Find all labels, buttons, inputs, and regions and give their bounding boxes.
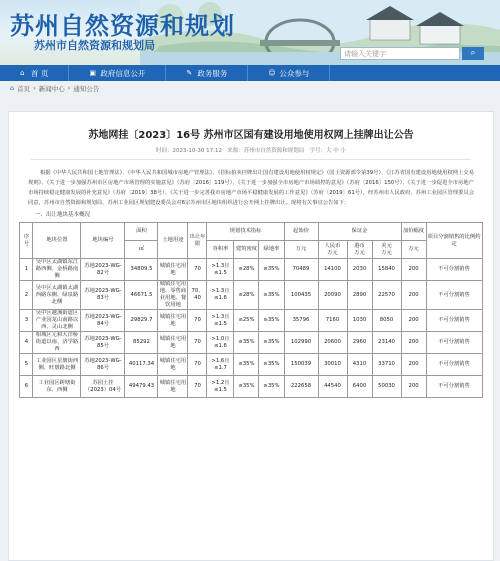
font-size-control[interactable]: 字号：大 中 小: [309, 148, 347, 154]
cell-hkd: 4310: [347, 354, 372, 376]
cell-split: 不可分割销售: [426, 310, 482, 332]
breadcrumb: [0, 81, 500, 95]
header-area: 面积: [125, 223, 158, 241]
cell-location: 工业园区跨塘街东、西侧: [33, 376, 81, 398]
header-area-unit: ㎡: [125, 241, 158, 259]
header-dep-unit: 万元: [354, 249, 365, 256]
cell-density: ≤28%: [234, 281, 259, 310]
header-inc-unit: 万元: [401, 241, 426, 259]
cell-hkd: 1030: [347, 310, 372, 332]
header-plan: 规划技术指标: [207, 223, 284, 241]
nav-gov-info[interactable]: [69, 65, 166, 81]
cell-use: 城镇住宅用地: [158, 259, 188, 281]
header-start-unit: 万元: [284, 241, 318, 259]
cell-location: 相城区元和大洋桥街道以南、济学路西: [33, 332, 81, 354]
header-dep-hkd: [347, 241, 372, 259]
header-split: 项目分割销售的比例约定: [426, 223, 482, 259]
cell-price: 150039: [284, 354, 318, 376]
cell-use: 城镇住宅用地: [158, 332, 188, 354]
divider: [31, 159, 471, 160]
cell-area: 85292: [125, 332, 158, 354]
header-dep-unit: 万元: [381, 249, 392, 256]
table-row: [20, 281, 482, 310]
cell-inc: 200: [401, 310, 426, 332]
cell-green: ≥35%: [259, 332, 284, 354]
header-dep-rmb-label: 人民币: [324, 242, 341, 249]
table-row: [20, 259, 482, 281]
table-row: [20, 310, 482, 332]
cell-density: ≤28%: [234, 259, 259, 281]
cell-usd: 8050: [372, 310, 401, 332]
home-icon: ⌂: [20, 68, 25, 77]
cell-price: 70489: [284, 259, 318, 281]
cell-split: 不可分割销售: [426, 354, 482, 376]
service-icon: ✎: [186, 68, 193, 77]
cell-area: 34809.5: [125, 259, 158, 281]
cell-ratio: >1.6且≤1.7: [207, 354, 234, 376]
cell-years: 70: [188, 310, 207, 332]
cell-usd: 50030: [372, 376, 401, 398]
header-dep-hkd-label: 港币: [354, 242, 365, 249]
cell-price: 100435: [284, 281, 318, 310]
cell-use: 城镇住宅用地: [158, 310, 188, 332]
cell-seq: 4: [20, 332, 33, 354]
cell-density: ≤25%: [234, 310, 259, 332]
cell-ratio: >1.0且≤1.6: [207, 332, 234, 354]
article-body: 根据《中华人民共和国土地管理法》、《中华人民共和国城市房地产管理法》、《招标拍卖挂牌出让国有建设用地使用权规定》（国土资源部令第39号）、《江苏省国有建设用地使用权网上交易规则》、《关于进一步加强苏州市区房地产市场管理的实施意见》（苏府〔2016〕119号）、《关于进一步加强全市房地产市场调控的意见》（苏府〔2016〕150号）、《关于进一步促进全市房地产市场持续稳定健康发展的补充意见》（苏府〔2019〕38号）、《关于进一步完善我市房地产市场平稳健康发展的工作意见》（苏府〔2019〕61号），经苏州市人民政府、苏州工业园区管理委员会同意，苏州市自然资源和规划局、苏州工业园区规划建设委员会对6宗苏州市区地块组织进行公开网上挂牌出让。现将有关事宜公告如下：: [28, 170, 474, 206]
cell-usd: 22570: [372, 281, 401, 310]
cell-parcel-no: 苏地2023-WG-85号: [81, 332, 125, 354]
article-date: 时间：2023-10-30 17:12: [155, 148, 223, 154]
breadcrumb-home[interactable]: 首页: [17, 84, 31, 93]
cell-hkd: 6400: [347, 376, 372, 398]
article-title: 苏地网挂〔2023〕16号 苏州市区国有建设用地使用权网上挂牌出让公告: [88, 130, 414, 141]
cell-split: 不可分割销售: [426, 332, 482, 354]
cell-area: 49479.43: [125, 376, 158, 398]
article-panel: [8, 111, 494, 561]
header-dep-rmb: [318, 241, 347, 259]
cell-area: 29829.7: [125, 310, 158, 332]
cell-seq: 3: [20, 310, 33, 332]
cell-years: 70: [188, 259, 207, 281]
cell-inc: 200: [401, 332, 426, 354]
cell-inc: 200: [401, 354, 426, 376]
cell-seq: 5: [20, 354, 33, 376]
cell-rmb: 30010: [318, 354, 347, 376]
cell-hkd: 2960: [347, 332, 372, 354]
cell-years: 70: [188, 354, 207, 376]
table-row: [20, 332, 482, 354]
cell-parcel-no: 苏地2023-WG-86号: [81, 354, 125, 376]
cell-green: ≥35%: [259, 354, 284, 376]
cell-price: 102990: [284, 332, 318, 354]
cell-green: ≥35%: [259, 259, 284, 281]
main-nav: [0, 65, 500, 81]
header-green: 绿地率: [259, 241, 284, 259]
cell-usd: 33710: [372, 354, 401, 376]
cell-area: 40117.34: [125, 354, 158, 376]
cell-ratio: >1.3且≤1.5: [207, 259, 234, 281]
cell-rmb: 44540: [318, 376, 347, 398]
cell-seq: 1: [20, 259, 33, 281]
header-location: 地块位置: [33, 223, 81, 259]
cell-inc: 200: [401, 376, 426, 398]
home-icon: ⌂: [10, 84, 15, 92]
cell-seq: 2: [20, 281, 33, 310]
breadcrumb-separator: ›: [67, 84, 71, 92]
cell-green: ≥35%: [259, 281, 284, 310]
cell-ratio: >1.3且≤1.5: [207, 310, 234, 332]
cell-green: ≥35%: [259, 376, 284, 398]
cell-density: ≤35%: [234, 354, 259, 376]
breadcrumb-notices[interactable]: 通知公告: [73, 84, 100, 93]
nav-services[interactable]: [166, 65, 248, 81]
search-button[interactable]: [462, 47, 484, 60]
cell-area: 46671.5: [125, 281, 158, 310]
nav-public-label: 公众参与: [279, 68, 310, 78]
cell-green: ≥35%: [259, 310, 284, 332]
cell-parcel-no: 苏地2023-WG-82号: [81, 259, 125, 281]
header-ratio: 容积率: [207, 241, 234, 259]
cell-parcel-no: 苏地2023-WG-84号: [81, 310, 125, 332]
table-row: [20, 354, 482, 376]
nav-services-label: 政务服务: [197, 68, 228, 78]
cell-split: 不可分割销售: [426, 281, 482, 310]
cell-use: 城镇住宅用地: [158, 354, 188, 376]
cell-location: 工业园区星塘街西侧、旺墩路北侧: [33, 354, 81, 376]
cell-usd: 15840: [372, 259, 401, 281]
cell-usd: 23140: [372, 332, 401, 354]
cell-location: 吴中区越溪街道区产业园龙山南路以西、灵山北侧: [33, 310, 81, 332]
cell-ratio: >1.2且≤1.5: [207, 376, 234, 398]
header-deposit: 保证金: [318, 223, 401, 241]
cell-parcel-no: 苏园土挂（2023）04号: [81, 376, 125, 398]
header-seq: 序号: [20, 223, 33, 259]
land-parcel-table: [19, 222, 482, 398]
site-subtitle: 苏州市自然资源和规划局: [34, 39, 155, 52]
cell-location: 吴中区太湖镇东江路西侧、金桥路南侧: [33, 259, 81, 281]
cell-parcel-no: 苏地2023-WG-83号: [81, 281, 125, 310]
nav-gov-info-label: 政府信息公开: [100, 68, 146, 78]
header-dep-usd-label: 美元: [381, 242, 392, 249]
table-row: [20, 376, 482, 398]
cell-density: ≤35%: [234, 376, 259, 398]
header-start-price: 起始价: [284, 223, 318, 241]
cell-rmb: 14100: [318, 259, 347, 281]
cell-rmb: 20090: [318, 281, 347, 310]
header-parcel-no: 地块编号: [81, 223, 125, 259]
people-icon: ☺: [268, 68, 276, 77]
cell-rmb: 20600: [318, 332, 347, 354]
cell-price: 222658: [284, 376, 318, 398]
nav-public[interactable]: [248, 65, 330, 81]
cell-inc: 200: [401, 281, 426, 310]
header-use: 土地用途: [158, 223, 188, 259]
search-input[interactable]: 请输入关键字: [340, 47, 460, 60]
cell-hkd: 2030: [347, 259, 372, 281]
header-increment: 加价幅度: [401, 223, 426, 241]
cell-use: 城镇住宅用地、零售商业用地、餐饮用地: [159, 281, 187, 308]
header-density: 建筑密度: [234, 241, 259, 259]
building-icon: ▣: [89, 68, 97, 77]
cell-rmb: 7160: [318, 310, 347, 332]
search-icon: ⌕: [470, 48, 476, 58]
cell-split: 不可分割销售: [426, 259, 482, 281]
cell-inc: 200: [401, 259, 426, 281]
cell-seq: 6: [20, 376, 33, 398]
cell-density: ≤35%: [234, 332, 259, 354]
nav-home-label: 首 页: [31, 68, 49, 78]
article-source: 来源：苏州市自然资源和规划局: [227, 148, 305, 154]
nav-home[interactable]: [0, 65, 69, 81]
breadcrumb-separator: ›: [33, 84, 36, 92]
cell-use: 城镇住宅用地: [158, 376, 188, 398]
cell-hkd: 2890: [347, 281, 372, 310]
land-table-body: [20, 259, 482, 398]
article-meta: [9, 146, 493, 154]
breadcrumb-news[interactable]: 新闻中心: [38, 84, 65, 93]
cell-location: 吴中区太湖镇太湖西路东侧、绿泉路北侧: [33, 281, 81, 310]
cell-price: 35796: [284, 310, 318, 332]
cell-split: 不可分割销售: [426, 376, 482, 398]
cell-years: 70: [188, 332, 207, 354]
cell-years: 70、40: [188, 281, 207, 310]
site-title: 苏州自然资源和规划: [10, 12, 235, 40]
header-years: 出让年限: [188, 223, 207, 259]
cell-years: 70: [188, 376, 207, 398]
header-dep-unit: 万元: [327, 249, 338, 256]
header-dep-usd: [372, 241, 401, 259]
site-banner: [0, 0, 500, 65]
section-heading: 一、出让地块基本概况: [35, 212, 91, 218]
cell-ratio: >1.3且≤1.6: [207, 281, 234, 310]
